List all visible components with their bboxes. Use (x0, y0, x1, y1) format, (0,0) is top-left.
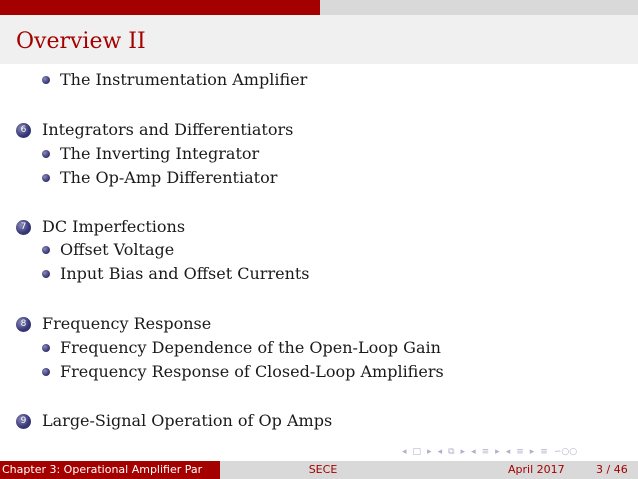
nav-prev-section-icon[interactable]: ◂ (505, 447, 511, 457)
beamer-navigation (402, 445, 577, 459)
toc-subsection[interactable] (42, 361, 444, 383)
toc-section-label: DC Imperfections (42, 217, 186, 236)
footer-date: April 2017 (508, 463, 565, 476)
nav-next-section-icon[interactable]: ▸ (529, 447, 535, 457)
footer-institution: SECE (220, 461, 426, 479)
section-number-icon: 8 (16, 317, 31, 332)
toc-subsection-label: Frequency Dependence of the Open-Loop Gain (60, 338, 441, 357)
nav-next-subsection-icon[interactable]: ▸ (495, 447, 500, 457)
nav-doc-icon[interactable]: ≡ (516, 447, 524, 457)
nav-prev-slide-icon[interactable]: ◂ (402, 447, 407, 457)
toc-subsection[interactable] (42, 143, 259, 165)
bullet-icon (42, 246, 50, 254)
toc-section[interactable] (16, 216, 185, 238)
toc-subsection[interactable] (42, 239, 174, 261)
toc-subsection-label: The Inverting Integrator (60, 144, 260, 163)
toc-subsection-label: Frequency Response of Closed-Loop Amplifiers (60, 362, 444, 381)
toc-subsection-label: Input Bias and Offset Currents (60, 264, 310, 283)
bullet-icon (42, 344, 50, 352)
footer-chapter-title: Chapter 3: Operational Amplifier Par (0, 461, 220, 479)
nav-align-icon[interactable]: ≡ (540, 447, 548, 457)
nav-section-icon[interactable]: ≡ (481, 447, 490, 457)
toc-subsection[interactable] (42, 337, 441, 359)
nav-zoom-icon[interactable]: ∽○○ (553, 447, 578, 457)
bullet-icon (42, 150, 50, 158)
nav-subsection-icon[interactable]: ⧉ (448, 447, 455, 457)
bullet-icon (42, 368, 50, 376)
toc-section[interactable] (16, 313, 211, 335)
toc-section[interactable] (16, 119, 293, 141)
toc-subsection[interactable] (42, 263, 310, 285)
section-number-icon: 7 (16, 220, 31, 235)
toc-subsection-label: The Op-Amp Differentiator (60, 168, 278, 187)
nav-frame-icon[interactable]: □ (412, 447, 422, 457)
footer-page-number: 3 / 46 (596, 463, 628, 476)
bullet-icon (42, 76, 50, 84)
toc-subsection[interactable] (42, 69, 307, 91)
toc-section-label: Integrators and Differentiators (42, 120, 294, 139)
toc-subsection-label: Offset Voltage (60, 240, 175, 259)
toc-subsection[interactable] (42, 167, 277, 189)
slide-title: Overview II (16, 29, 146, 54)
nav-next-slide-icon[interactable]: ▸ (427, 447, 432, 457)
footer-right (426, 461, 638, 479)
nav-prev-frame-icon[interactable]: ◂ (437, 447, 443, 457)
toc-section-label: Large-Signal Operation of Op Amps (42, 411, 333, 430)
footer-bar (0, 461, 638, 479)
toc-section-label: Frequency Response (42, 314, 212, 333)
section-number-icon: 6 (16, 123, 31, 138)
toc-section[interactable] (16, 410, 332, 432)
nav-next-frame-icon[interactable]: ▸ (460, 447, 466, 457)
section-number-icon: 9 (16, 414, 31, 429)
bullet-icon (42, 270, 50, 278)
toc-subsection-label: The Instrumentation Amplifier (60, 70, 308, 89)
bullet-icon (42, 174, 50, 182)
nav-prev-subsection-icon[interactable]: ◂ (471, 447, 476, 457)
